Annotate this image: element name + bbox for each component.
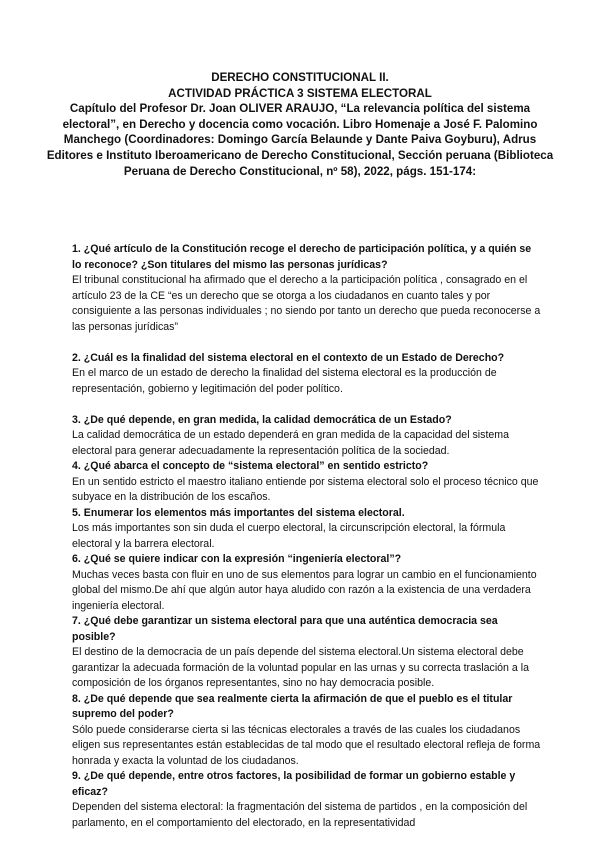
answer: Dependen del sistema electoral: la fragmentación del sistema de partidos , en la composición del parlamento, en el comportamiento del electorado, en la representatividad [72,801,528,829]
question: 3. ¿De qué depende, en gran medida, la calidad democrática de un Estado? [72,413,452,426]
spacer [72,335,542,351]
document-heading [40,70,560,179]
reference-citation: Capítulo del Profesor Dr. Joan OLIVER ARAUJO, “La relevancia política del sistema electoral”, en Derecho y docencia como vocación. Libro Homenaje a José F. Palomino Manchego (Coordinadores: Domingo García Belaunde y Dante Paiva Goyburu), Adrus Editores e Instituto Iberoamericano de Derecho Constitucional, Sección peruana (Biblioteca Peruana de Derecho Constitucional, nº 58), 2022, págs. 151-174: [46,102,554,178]
answer: El tribunal constitucional ha afirmado que el derecho a la participación política , consagrado en el artículo 23 de la CE “es un derecho que se otorga a los ciudadanos en cuanto tales y por consiguiente a las personas individuales ; no siendo por tanto un derecho que pueda reconocerse a las personas jurídicas” [72,274,541,333]
qa-item-5 [72,506,542,553]
answer: En el marco de un estado de derecho la finalidad del sistema electoral es la producción de representación, gobierno y legitimación del poder político. [72,367,497,395]
qa-item-3 [72,413,542,460]
question: 6. ¿Qué se quiere indicar con la expresión “ingeniería electoral”? [72,553,402,565]
question: 1. ¿Qué artículo de la Constitución recoge el derecho de participación política, y a quién se lo reconoce? ¿Son titulares del mismo las personas jurídicas? [72,243,532,271]
qa-item-6 [72,552,542,614]
qa-item-7 [72,614,542,692]
course-title: DERECHO CONSTITUCIONAL II. [211,71,389,84]
activity-title: ACTIVIDAD PRÁCTICA 3 SISTEMA ELECTORAL [168,86,432,100]
answer: Muchas veces basta con fluir en uno de sus elementos para lograr un cambio en el funcionamiento global del mismo.De ahí que algún autor haya aludido con razón a la existencia de una verdadera ingeniería electoral. [72,568,537,612]
answer: En un sentido estricto el maestro italiano entiende por sistema electoral solo el proceso técnico que subyace en la distribución de los escaños. [72,475,539,503]
qa-item-1 [72,242,542,335]
answer: Los más importantes son sin duda el cuerpo electoral, la circunscripción electoral, la fórmula electoral y la barrera electoral. [72,522,506,550]
qa-item-9 [72,769,542,831]
spacer [72,397,542,413]
question: 7. ¿Qué debe garantizar un sistema electoral para que una auténtica democracia sea posible? [72,615,498,643]
question: 2. ¿Cuál es la finalidad del sistema electoral en el contexto de un Estado de Derecho? [72,351,505,364]
answer: El destino de la democracia de un país depende del sistema electoral.Un sistema electoral debe garantizar la adecuada formación de la voluntad popular en las urnas y su correcta traslación a la composición de los órganos representantes, sino no hay democracia posible. [72,646,529,689]
answer: La calidad democrática de un estado dependerá en gran medida de la capacidad del sistema electoral para generar adecuadamente la representación política de la sociedad. [72,429,509,457]
question: 5. Enumerar los elementos más importantes del sistema electoral. [72,506,405,519]
questions-section [72,242,542,831]
question: 8. ¿De qué depende que sea realmente cierta la afirmación de que el pueblo es el titular supremo del poder? [72,692,513,720]
answer: Sólo puede considerarse cierta si las técnicas electorales a través de las cuales los ciudadanos eligen sus representantes están establecidas de tal modo que el resultado electoral refleja de forma honrada y exacta la voluntad de los ciudadanos. [72,723,541,767]
qa-item-8 [72,692,542,770]
question: 9. ¿De qué depende, entre otros factores, la posibilidad de formar un gobierno estable y eficaz? [72,770,516,798]
qa-item-2 [72,351,542,398]
question: 4. ¿Qué abarca el concepto de “sistema electoral” en sentido estricto? [72,460,429,472]
qa-item-4 [72,459,542,506]
